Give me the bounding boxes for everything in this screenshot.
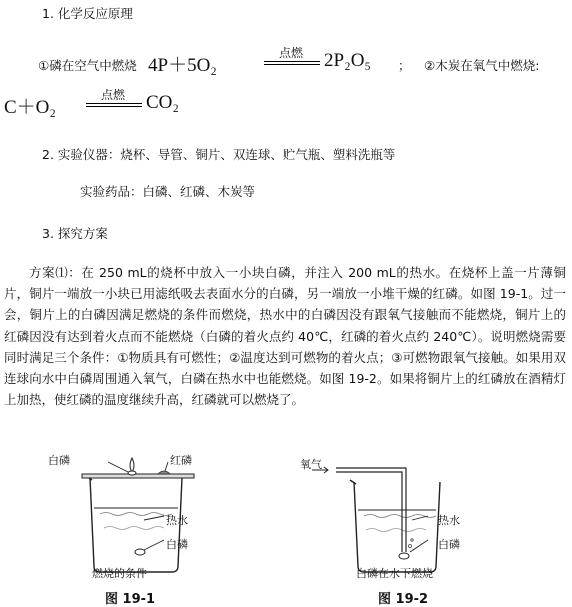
- reagents-line: 实验药品：白磷、红磷、木炭等: [80, 184, 256, 199]
- fig1-label-white-phosphorus: 白磷: [166, 538, 188, 551]
- equation-2-arrow-bottom: [86, 106, 142, 107]
- fig1-label-red-phosphorus: 红磷: [170, 454, 192, 467]
- equation-separator: ；: [398, 58, 411, 73]
- section-3-heading: 3. 探究方案: [42, 226, 108, 241]
- equation-1-condition: 点燃: [278, 46, 303, 60]
- fig2-label-hot-water: 热水: [438, 514, 460, 527]
- equation-1-prefix: ①磷在空气中燃烧: [38, 58, 137, 73]
- equation-2-arrow-top: [86, 103, 142, 104]
- fig2-label-white-phosphorus: 白磷: [438, 538, 460, 551]
- plan-paragraph: 方案⑴：在 250 mL的烧杯中放入一小块白磷，并注入 200 mL的热水。在烧杯上盖一片薄铜片，铜片一端放一小块已用滤纸吸去表面水分的白磷，另一端放一小堆干燥的红磷。如图 19-1。过一会，铜片上的白磷因满足燃烧的条件而燃烧，热水中的白磷因没有跟氧气接触而不能燃烧，铜片上的红磷因没有达到着火点而不能燃烧（白磷的着火点约 40℃，红磷的着火点约 240℃）。说明燃烧需要同时满足三个条件：①物质具有可燃性；②温度达到可燃物的着火点；③可燃物跟氧气接触。如果用双连球向水中白磷周围通入氧气，白磷在热水中也能燃烧。如图 19-2。如果将铜片上的红磷放在酒精灯上加热，使红磷的温度继续升高，红磷就可以燃烧了。: [4, 265, 566, 408]
- section-1-heading: 1. 化学反应原理: [42, 6, 133, 21]
- equation-1-reactants: 4P＋5O₂: [148, 55, 217, 76]
- equation-2-products: CO₂: [146, 92, 180, 113]
- fig1-inner-caption: 燃烧的条件: [92, 567, 147, 580]
- equation-2-prefix: ②木炭在氧气中燃烧:: [424, 58, 540, 73]
- equation-2-condition: 点燃: [100, 88, 125, 102]
- equation-1-products: 2P₂O₅: [324, 50, 372, 71]
- equation-1-arrow-bottom: [264, 64, 320, 65]
- equation-1-arrow-top: [264, 61, 320, 62]
- figure-19-2-caption: 图 19-2: [378, 592, 429, 607]
- figure-19-1-caption: 图 19-1: [105, 592, 156, 607]
- equation-2-reactants: C＋O₂: [4, 97, 57, 118]
- section-2-heading: 2. 实验仪器：烧杯、导管、铜片、双连球、贮气瓶、塑料洗瓶等: [42, 147, 396, 162]
- fig1-label-hot-water: 热水: [166, 514, 188, 527]
- fig2-label-oxygen: 氧气: [300, 458, 322, 471]
- fig1-label-white-phosphorus-top: 白磷: [48, 454, 70, 467]
- fig2-inner-caption: 白磷在水下燃烧: [356, 567, 433, 580]
